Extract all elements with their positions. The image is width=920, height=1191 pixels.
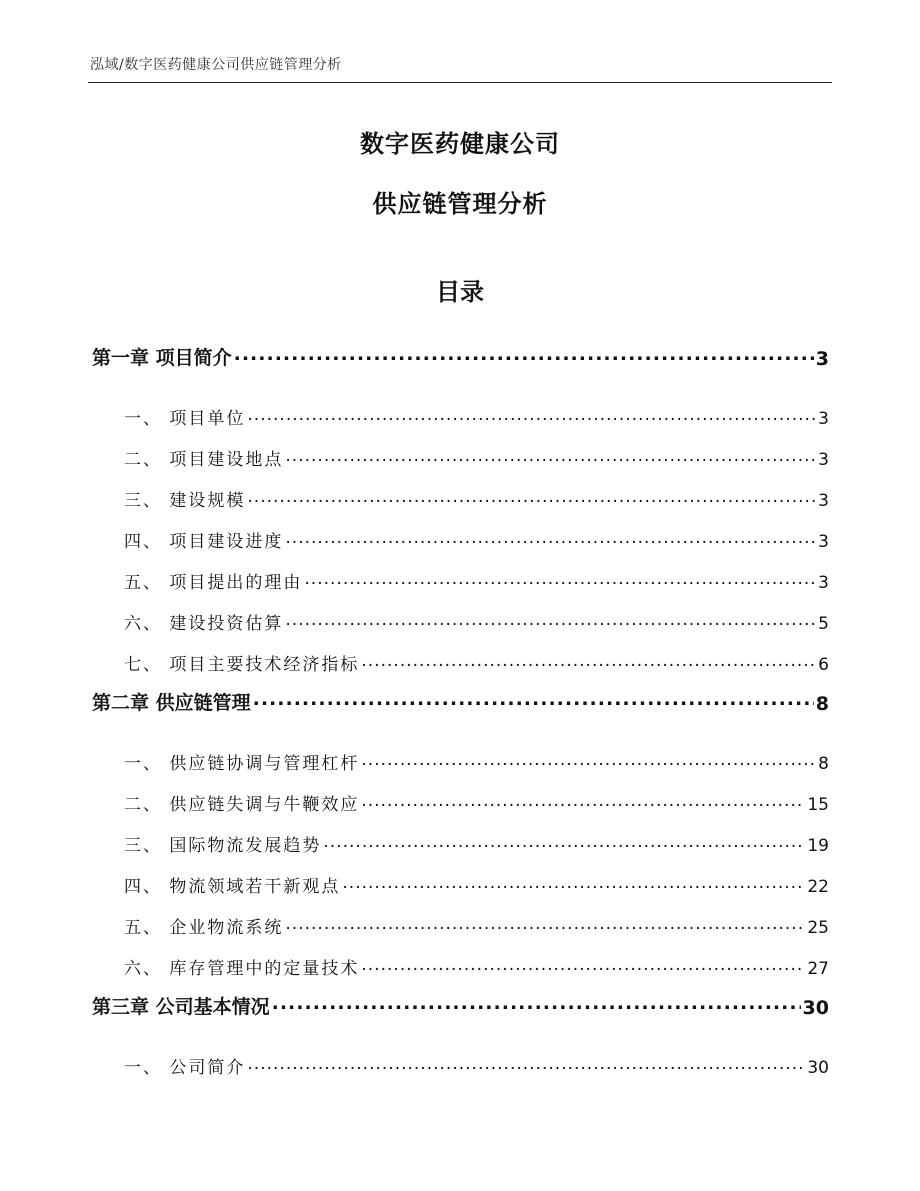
dot-leader [234,343,814,365]
toc-chapter-label: 第二章 供应链管理 [92,692,251,714]
toc-chapter-2[interactable] [92,675,829,715]
toc-section[interactable] [92,429,829,470]
toc-page-number: 22 [807,877,829,897]
toc-chapter-3[interactable] [92,979,829,1019]
dot-leader [342,873,805,893]
toc-section-label: 三、 建设规模 [124,491,246,511]
toc-page-number: 3 [818,491,829,511]
document-title-line1: 数字医药健康公司 [360,130,560,158]
toc-section[interactable] [92,733,829,774]
toc-section-label: 五、 企业物流系统 [124,918,284,938]
toc-section[interactable] [92,552,829,593]
toc-section-label: 四、 项目建设进度 [124,532,284,552]
dot-leader [285,914,805,934]
toc-section[interactable] [92,470,829,511]
toc-page-number: 8 [815,693,829,715]
toc-section-label: 二、 供应链失调与牛鞭效应 [124,795,360,815]
toc-section-label: 四、 物流领域若干新观点 [124,877,341,897]
toc-page-number: 5 [818,614,829,634]
dot-leader [253,688,814,710]
document-title-line2: 供应链管理分析 [372,190,548,218]
dot-leader [304,569,816,589]
toc-section[interactable] [92,897,829,938]
dot-leader [247,1054,805,1074]
dot-leader [361,750,816,770]
dot-leader [285,610,816,630]
toc-section-label: 三、 国际物流发展趋势 [124,836,322,856]
toc-section-label: 五、 项目提出的理由 [124,573,303,593]
toc-section-label: 一、 项目单位 [124,409,246,429]
toc-section-label: 一、 供应链协调与管理杠杆 [124,754,360,774]
running-header: 泓域/数字医药健康公司供应链管理分析 [90,57,342,73]
toc-section[interactable] [92,634,829,675]
toc-section[interactable] [92,856,829,897]
toc-page-number: 3 [818,450,829,470]
dot-leader [361,791,805,811]
table-of-contents [92,330,829,1078]
toc-page-number: 19 [807,836,829,856]
toc-section-label: 七、 项目主要技术经济指标 [124,655,360,675]
toc-section[interactable] [92,1037,829,1078]
dot-leader [285,446,816,466]
toc-section-label: 六、 建设投资估算 [124,614,284,634]
dot-leader [361,651,816,671]
toc-chapter-label: 第三章 公司基本情况 [92,996,270,1018]
toc-section[interactable] [92,388,829,429]
toc-section[interactable] [92,593,829,634]
toc-section[interactable] [92,938,829,979]
toc-section[interactable] [92,774,829,815]
dot-leader [323,832,805,852]
toc-page-number: 30 [802,997,829,1019]
toc-page-number: 15 [807,795,829,815]
toc-page-number: 3 [818,573,829,593]
dot-leader [247,405,816,425]
toc-chapter-1[interactable] [92,330,829,370]
header-rule [88,82,832,83]
dot-leader [247,487,816,507]
toc-section-label: 六、 库存管理中的定量技术 [124,959,360,979]
toc-page-number: 6 [818,655,829,675]
toc-section-label: 二、 项目建设地点 [124,450,284,470]
toc-heading: 目录 [436,278,484,306]
toc-chapter-label: 第一章 项目简介 [92,347,232,369]
toc-page-number: 3 [815,348,829,370]
dot-leader [361,955,805,975]
toc-page-number: 3 [818,409,829,429]
toc-section[interactable] [92,815,829,856]
dot-leader [272,992,801,1014]
toc-page-number: 8 [818,754,829,774]
dot-leader [285,528,816,548]
toc-section[interactable] [92,511,829,552]
toc-page-number: 3 [818,532,829,552]
toc-page-number: 30 [807,1058,829,1078]
toc-page-number: 25 [807,918,829,938]
toc-section-label: 一、 公司简介 [124,1058,246,1078]
toc-page-number: 27 [807,959,829,979]
